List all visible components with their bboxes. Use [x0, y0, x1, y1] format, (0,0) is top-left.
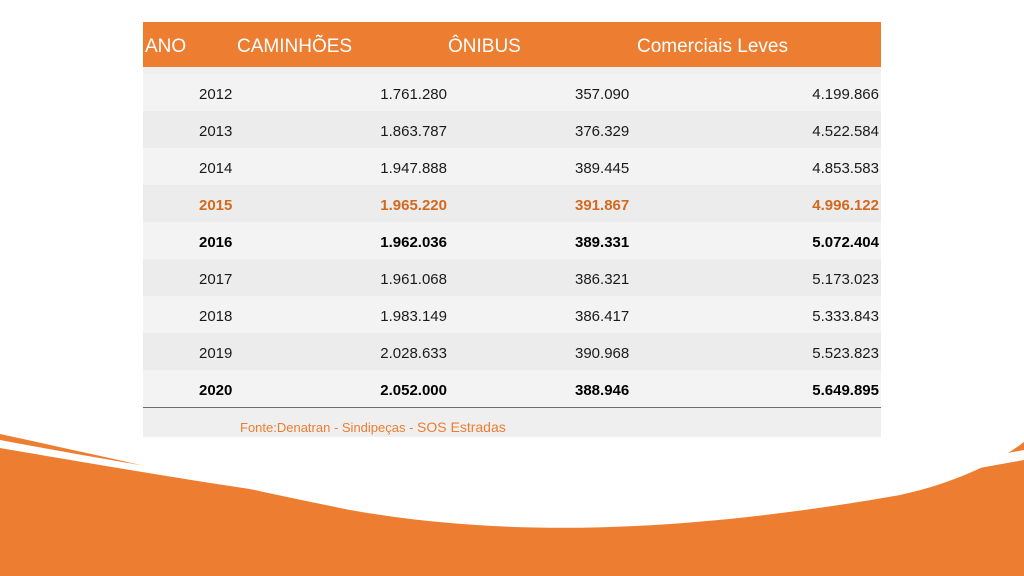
- cell-caminhoes: 2.052.000: [380, 382, 447, 399]
- cell-comerciais-leves: 4.996.122: [812, 197, 879, 214]
- cell-comerciais-leves: 5.649.895: [812, 382, 879, 399]
- cell-comerciais-leves: 5.173.023: [812, 271, 879, 288]
- cell-ano: 2015: [199, 197, 233, 214]
- source-text: Fonte:Denatran - Sindipeças -: [240, 420, 418, 435]
- cell-onibus: 391.867: [575, 197, 630, 214]
- cell-ano: 2018: [199, 308, 233, 325]
- table-row: [143, 370, 881, 408]
- cell-onibus: 388.946: [575, 382, 630, 399]
- cell-caminhoes: 1.965.220: [380, 197, 447, 214]
- cell-onibus: 389.331: [575, 234, 630, 251]
- decorative-wave: [0, 420, 1024, 576]
- cell-ano: 2019: [199, 345, 233, 362]
- table-row: [143, 333, 881, 371]
- header-ano: ANO: [145, 36, 187, 57]
- cell-caminhoes: 1.947.888: [380, 160, 447, 177]
- cell-onibus: 386.321: [575, 271, 630, 288]
- table-header: [143, 22, 881, 67]
- cell-comerciais-leves: 5.333.843: [812, 308, 879, 325]
- cell-ano: 2020: [199, 382, 233, 399]
- header-caminhoes: CAMINHÕES: [237, 36, 353, 57]
- cell-caminhoes: 1.962.036: [380, 234, 447, 251]
- cell-comerciais-leves: 5.072.404: [812, 234, 879, 251]
- cell-onibus: 376.329: [575, 123, 630, 140]
- table-row: [143, 185, 881, 223]
- cell-caminhoes: 2.028.633: [380, 345, 447, 362]
- cell-ano: 2017: [199, 271, 233, 288]
- source-sos-estradas: SOS Estradas: [417, 419, 506, 435]
- table-row: [143, 148, 881, 186]
- cell-caminhoes: 1.983.149: [380, 308, 447, 325]
- header-onibus: ÔNIBUS: [448, 36, 521, 57]
- table-row: [143, 222, 881, 260]
- cell-onibus: 389.445: [575, 160, 630, 177]
- cell-onibus: 386.417: [575, 308, 630, 325]
- cell-onibus: 357.090: [575, 86, 630, 103]
- cell-ano: 2016: [199, 234, 233, 251]
- cell-caminhoes: 1.863.787: [380, 123, 447, 140]
- cell-ano: 2013: [199, 123, 233, 140]
- cell-onibus: 390.968: [575, 345, 630, 362]
- cell-caminhoes: 1.961.068: [380, 271, 447, 288]
- table-row: [143, 259, 881, 297]
- table-row: [143, 111, 881, 149]
- header-comerciais-leves: Comerciais Leves: [637, 36, 788, 57]
- table-row: [143, 74, 881, 112]
- cell-ano: 2012: [199, 86, 233, 103]
- cell-comerciais-leves: 4.522.584: [812, 123, 879, 140]
- table-row: [143, 296, 881, 334]
- cell-comerciais-leves: 4.199.866: [812, 86, 879, 103]
- cell-comerciais-leves: 4.853.583: [812, 160, 879, 177]
- cell-caminhoes: 1.761.280: [380, 86, 447, 103]
- vehicle-fleet-table: [143, 22, 881, 437]
- cell-ano: 2014: [199, 160, 233, 177]
- cell-comerciais-leves: 5.523.823: [812, 345, 879, 362]
